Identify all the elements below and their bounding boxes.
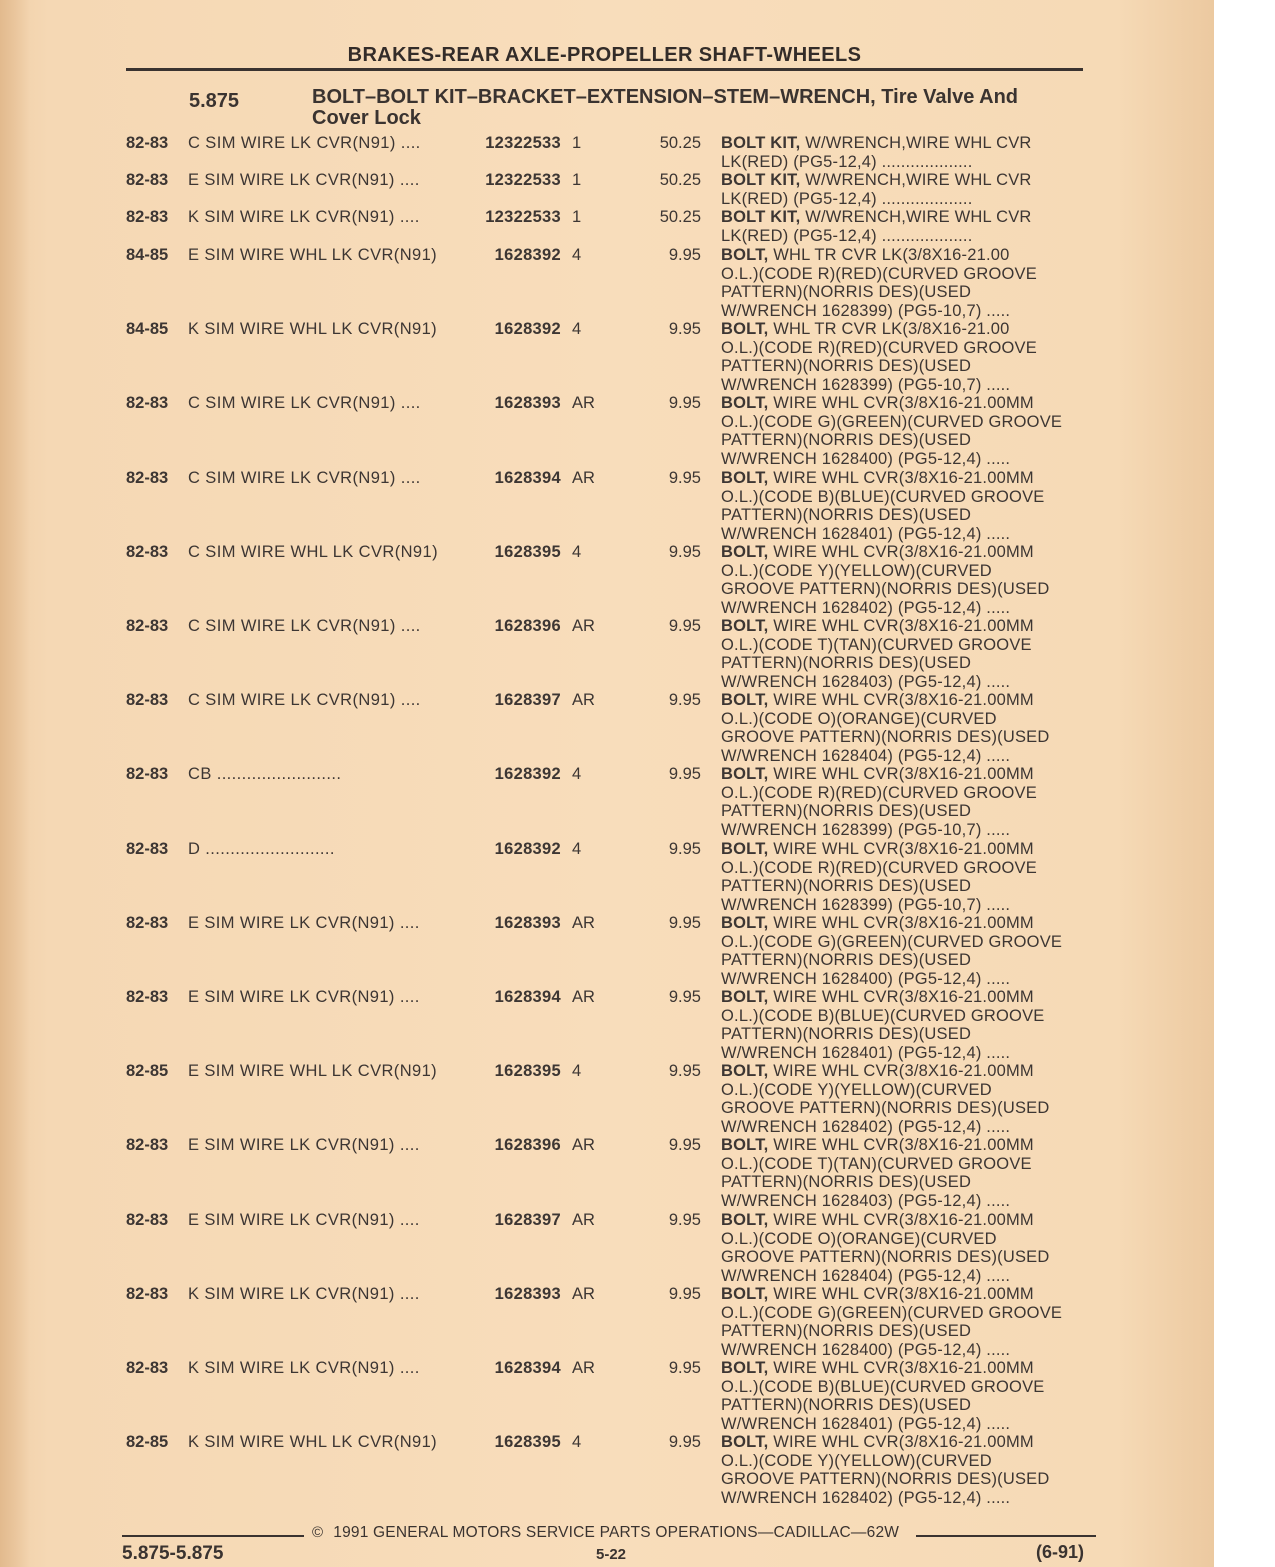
table-row xyxy=(126,1136,1091,1210)
usage-description: D .......................... xyxy=(188,840,335,858)
usage-description: E SIM WIRE LK CVR(N91) .... xyxy=(188,988,420,1006)
part-name-detail: W/WRENCH,WIRE WHL CVR LK(RED) (PG5-12,4) ................... xyxy=(721,134,1032,171)
part-name-lead: BOLT, xyxy=(721,469,769,487)
part-name-detail: WIRE WHL CVR(3/8X16-21.00MM O.L.)(CODE Y)(YELLOW)(CURVED GROOVE PATTERN)(NORRIS DES)(USED W/WRENCH 1628402) (PG5-12,4) ..... xyxy=(721,1433,1050,1507)
part-name-lead: BOLT, xyxy=(721,1359,769,1377)
model-years: 82-83 xyxy=(126,208,169,226)
table-row xyxy=(126,988,1091,1062)
part-number: 1628392 xyxy=(494,840,561,858)
footer-page-number: 5-22 xyxy=(596,1546,627,1563)
model-years: 82-83 xyxy=(126,840,169,858)
part-number: 1628393 xyxy=(494,394,561,412)
table-row xyxy=(126,1211,1091,1285)
quantity: AR xyxy=(572,1285,595,1303)
part-number: 1628392 xyxy=(494,765,561,783)
part-name-detail: WIRE WHL CVR(3/8X16-21.00MM O.L.)(CODE T)(TAN)(CURVED GROOVE PATTERN)(NORRIS DES)(USED W/WRENCH 1628403) (PG5-12,4) ..... xyxy=(721,1136,1034,1210)
part-name xyxy=(721,543,1091,617)
part-name-lead: BOLT KIT, xyxy=(721,171,801,189)
model-years: 82-83 xyxy=(126,691,169,709)
quantity: AR xyxy=(572,1136,595,1154)
price: 9.95 xyxy=(668,246,701,264)
table-row xyxy=(126,617,1091,691)
part-number: 1628392 xyxy=(494,320,561,338)
table-row xyxy=(126,1359,1091,1433)
model-years: 82-85 xyxy=(126,1062,169,1080)
usage-description: E SIM WIRE LK CVR(N91) .... xyxy=(188,171,420,189)
model-years: 82-83 xyxy=(126,543,169,561)
part-number: 1628397 xyxy=(494,691,561,709)
table-row xyxy=(126,691,1091,765)
part-name xyxy=(721,1359,1091,1433)
table-row xyxy=(126,840,1091,914)
part-name-lead: BOLT KIT, xyxy=(721,208,801,226)
part-name-lead: BOLT, xyxy=(721,617,769,635)
page-header: BRAKES-REAR AXLE-PROPELLER SHAFT-WHEELS xyxy=(347,44,862,66)
copyright-icon: © xyxy=(312,1524,324,1541)
quantity: 4 xyxy=(572,1062,582,1080)
part-name xyxy=(721,1285,1091,1359)
part-name-lead: BOLT, xyxy=(721,1211,769,1229)
part-name xyxy=(721,765,1091,839)
part-name-detail: WIRE WHL CVR(3/8X16-21.00MM O.L.)(CODE G)(GREEN)(CURVED GROOVE PATTERN)(NORRIS DES)(USED W/WRENCH 1628400) (PG5-12,4) ..... xyxy=(721,914,1063,988)
model-years: 82-83 xyxy=(126,1136,169,1154)
part-name-lead: BOLT, xyxy=(721,840,769,858)
part-name xyxy=(721,246,1091,320)
price: 9.95 xyxy=(668,988,701,1006)
model-years: 82-83 xyxy=(126,765,169,783)
model-years: 82-83 xyxy=(126,394,169,412)
part-name xyxy=(721,840,1091,914)
price: 9.95 xyxy=(668,840,701,858)
quantity: AR xyxy=(572,988,595,1006)
model-years: 82-83 xyxy=(126,1211,169,1229)
part-name xyxy=(721,171,1091,208)
price: 9.95 xyxy=(668,1211,701,1229)
model-years: 82-83 xyxy=(126,1285,169,1303)
part-name-detail: WIRE WHL CVR(3/8X16-21.00MM O.L.)(CODE B)(BLUE)(CURVED GROOVE PATTERN)(NORRIS DES)(USED W/WRENCH 1628401) (PG5-12,4) ..... xyxy=(721,1359,1045,1433)
part-number: 1628395 xyxy=(494,1062,561,1080)
price: 9.95 xyxy=(668,1359,701,1377)
part-number: 1628393 xyxy=(494,914,561,932)
price: 50.25 xyxy=(659,171,701,189)
part-name-detail: WIRE WHL CVR(3/8X16-21.00MM O.L.)(CODE T)(TAN)(CURVED GROOVE PATTERN)(NORRIS DES)(USED W/WRENCH 1628403) (PG5-12,4) ..... xyxy=(721,617,1034,691)
price: 9.95 xyxy=(668,1285,701,1303)
price: 9.95 xyxy=(668,691,701,709)
footer-revision-date: (6-91) xyxy=(1036,1542,1085,1562)
part-name xyxy=(721,1433,1091,1507)
part-name-detail: WIRE WHL CVR(3/8X16-21.00MM O.L.)(CODE G)(GREEN)(CURVED GROOVE PATTERN)(NORRIS DES)(USED W/WRENCH 1628400) (PG5-12,4) ..... xyxy=(721,1285,1063,1359)
part-name-lead: BOLT KIT, xyxy=(721,134,801,152)
section-title: BOLT–BOLT KIT–BRACKET–EXTENSION–STEM–WRENCH, Tire Valve And Cover Lock xyxy=(312,86,1019,129)
part-number: 12322533 xyxy=(485,208,561,226)
part-name xyxy=(721,988,1091,1062)
table-row xyxy=(126,1062,1091,1136)
part-name xyxy=(721,394,1091,468)
part-name-lead: BOLT, xyxy=(721,246,769,264)
part-name-detail: W/WRENCH,WIRE WHL CVR LK(RED) (PG5-12,4) ................... xyxy=(721,171,1032,208)
table-row xyxy=(126,469,1091,543)
usage-description: K SIM WIRE LK CVR(N91) .... xyxy=(188,208,420,226)
part-name-detail: WIRE WHL CVR(3/8X16-21.00MM O.L.)(CODE G)(GREEN)(CURVED GROOVE PATTERN)(NORRIS DES)(USED W/WRENCH 1628400) (PG5-12,4) ..... xyxy=(721,394,1063,468)
footer-rule-left xyxy=(122,1535,304,1537)
price: 9.95 xyxy=(668,394,701,412)
usage-description: C SIM WIRE LK CVR(N91) .... xyxy=(188,394,421,412)
usage-description: K SIM WIRE WHL LK CVR(N91) xyxy=(188,1433,438,1451)
part-name xyxy=(721,134,1091,171)
quantity: 4 xyxy=(572,840,582,858)
part-name-detail: WIRE WHL CVR(3/8X16-21.00MM O.L.)(CODE B)(BLUE)(CURVED GROOVE PATTERN)(NORRIS DES)(USED W/WRENCH 1628401) (PG5-12,4) ..... xyxy=(721,988,1045,1062)
part-number: 1628396 xyxy=(494,617,561,635)
price: 50.25 xyxy=(659,134,701,152)
part-number: 1628395 xyxy=(494,543,561,561)
price: 9.95 xyxy=(668,469,701,487)
price: 9.95 xyxy=(668,543,701,561)
model-years: 82-83 xyxy=(126,617,169,635)
part-number: 1628396 xyxy=(494,1136,561,1154)
usage-description: K SIM WIRE LK CVR(N91) .... xyxy=(188,1359,420,1377)
part-name xyxy=(721,1136,1091,1210)
usage-description: E SIM WIRE LK CVR(N91) .... xyxy=(188,1136,420,1154)
part-name xyxy=(721,1211,1091,1285)
part-name xyxy=(721,617,1091,691)
part-name-lead: BOLT, xyxy=(721,914,769,932)
footer-section-range: 5.875-5.875 xyxy=(122,1543,224,1564)
footer-copyright xyxy=(312,1524,899,1542)
quantity: AR xyxy=(572,617,595,635)
usage-description: E SIM WIRE WHL LK CVR(N91) xyxy=(188,1062,438,1080)
price: 9.95 xyxy=(668,765,701,783)
part-number: 12322533 xyxy=(485,134,561,152)
part-name xyxy=(721,1062,1091,1136)
usage-description: K SIM WIRE WHL LK CVR(N91) xyxy=(188,320,438,338)
part-number: 1628397 xyxy=(494,1211,561,1229)
model-years: 82-83 xyxy=(126,914,169,932)
quantity: 1 xyxy=(572,134,582,152)
quantity: AR xyxy=(572,914,595,932)
table-row xyxy=(126,394,1091,468)
usage-description: C SIM WIRE LK CVR(N91) .... xyxy=(188,617,421,635)
footer-rule-right xyxy=(916,1535,1096,1537)
quantity: AR xyxy=(572,394,595,412)
price: 9.95 xyxy=(668,617,701,635)
part-name-detail: W/WRENCH,WIRE WHL CVR LK(RED) (PG5-12,4) ................... xyxy=(721,208,1032,245)
part-name-lead: BOLT, xyxy=(721,394,769,412)
table-row xyxy=(126,543,1091,617)
part-name xyxy=(721,914,1091,988)
quantity: 1 xyxy=(572,171,582,189)
table-row xyxy=(126,1285,1091,1359)
model-years: 82-83 xyxy=(126,171,169,189)
table-row xyxy=(126,1433,1091,1507)
quantity: 4 xyxy=(572,320,582,338)
table-row xyxy=(126,765,1091,839)
model-years: 82-83 xyxy=(126,469,169,487)
price: 9.95 xyxy=(668,1062,701,1080)
part-name-lead: BOLT, xyxy=(721,988,769,1006)
price: 9.95 xyxy=(668,1136,701,1154)
usage-description: C SIM WIRE WHL LK CVR(N91) xyxy=(188,543,438,561)
usage-description: C SIM WIRE LK CVR(N91) .... xyxy=(188,469,421,487)
part-number: 12322533 xyxy=(485,171,561,189)
part-name-detail: WIRE WHL CVR(3/8X16-21.00MM O.L.)(CODE Y)(YELLOW)(CURVED GROOVE PATTERN)(NORRIS DES)(USED W/WRENCH 1628402) (PG5-12,4) ..... xyxy=(721,543,1050,617)
price: 9.95 xyxy=(668,914,701,932)
part-name-lead: BOLT, xyxy=(721,1062,769,1080)
quantity: AR xyxy=(572,691,595,709)
part-name-detail: WIRE WHL CVR(3/8X16-21.00MM O.L.)(CODE Y)(YELLOW)(CURVED GROOVE PATTERN)(NORRIS DES)(USED W/WRENCH 1628402) (PG5-12,4) ..... xyxy=(721,1062,1050,1136)
part-number: 1628393 xyxy=(494,1285,561,1303)
part-name-detail: WIRE WHL CVR(3/8X16-21.00MM O.L.)(CODE B)(BLUE)(CURVED GROOVE PATTERN)(NORRIS DES)(USED W/WRENCH 1628401) (PG5-12,4) ..... xyxy=(721,469,1045,543)
price: 9.95 xyxy=(668,320,701,338)
price: 9.95 xyxy=(668,1433,701,1451)
part-name-detail: WHL TR CVR LK(3/8X16-21.00 O.L.)(CODE R)(RED)(CURVED GROOVE PATTERN)(NORRIS DES)(USED W/WRENCH 1628399) (PG5-10,7) ..... xyxy=(721,246,1037,320)
section-number: 5.875 xyxy=(189,90,240,112)
quantity: AR xyxy=(572,469,595,487)
quantity: AR xyxy=(572,1211,595,1229)
table-row xyxy=(126,320,1091,394)
part-name xyxy=(721,469,1091,543)
part-name-detail: WIRE WHL CVR(3/8X16-21.00MM O.L.)(CODE O)(ORANGE)(CURVED GROOVE PATTERN)(NORRIS DES)(USED W/WRENCH 1628404) (PG5-12,4) ..... xyxy=(721,691,1050,765)
part-number: 1628394 xyxy=(494,988,561,1006)
usage-description: E SIM WIRE WHL LK CVR(N91) xyxy=(188,246,438,264)
quantity: AR xyxy=(572,1359,595,1377)
part-name-lead: BOLT, xyxy=(721,691,769,709)
part-name-detail: WHL TR CVR LK(3/8X16-21.00 O.L.)(CODE R)(RED)(CURVED GROOVE PATTERN)(NORRIS DES)(USED W/WRENCH 1628399) (PG5-10,7) ..... xyxy=(721,320,1037,394)
quantity: 4 xyxy=(572,765,582,783)
part-name-detail: WIRE WHL CVR(3/8X16-21.00MM O.L.)(CODE R)(RED)(CURVED GROOVE PATTERN)(NORRIS DES)(USED W/WRENCH 1628399) (PG5-10,7) ..... xyxy=(721,840,1037,914)
part-number: 1628394 xyxy=(494,1359,561,1377)
model-years: 82-83 xyxy=(126,134,169,152)
table-row xyxy=(126,914,1091,988)
quantity: 4 xyxy=(572,1433,582,1451)
quantity: 4 xyxy=(572,246,582,264)
model-years: 84-85 xyxy=(126,320,169,338)
model-years: 84-85 xyxy=(126,246,169,264)
part-name-lead: BOLT, xyxy=(721,543,769,561)
table-row xyxy=(126,246,1091,320)
part-name-lead: BOLT, xyxy=(721,1136,769,1154)
footer-copyright-text: 1991 GENERAL MOTORS SERVICE PARTS OPERATIONS—CADILLAC—62W xyxy=(333,1524,900,1541)
usage-description: K SIM WIRE LK CVR(N91) .... xyxy=(188,1285,420,1303)
part-name xyxy=(721,691,1091,765)
quantity: 1 xyxy=(572,208,582,226)
price: 50.25 xyxy=(659,208,701,226)
part-number: 1628395 xyxy=(494,1433,561,1451)
usage-description: C SIM WIRE LK CVR(N91) .... xyxy=(188,691,421,709)
part-number: 1628394 xyxy=(494,469,561,487)
part-name xyxy=(721,208,1091,245)
part-name-lead: BOLT, xyxy=(721,1433,769,1451)
part-name-detail: WIRE WHL CVR(3/8X16-21.00MM O.L.)(CODE R)(RED)(CURVED GROOVE PATTERN)(NORRIS DES)(USED W/WRENCH 1628399) (PG5-10,7) ..... xyxy=(721,765,1037,839)
model-years: 82-83 xyxy=(126,1359,169,1377)
part-name-lead: BOLT, xyxy=(721,765,769,783)
usage-description: C SIM WIRE LK CVR(N91) .... xyxy=(188,134,421,152)
usage-description: E SIM WIRE LK CVR(N91) .... xyxy=(188,1211,420,1229)
quantity: 4 xyxy=(572,543,582,561)
part-name-detail: WIRE WHL CVR(3/8X16-21.00MM O.L.)(CODE O)(ORANGE)(CURVED GROOVE PATTERN)(NORRIS DES)(USED W/WRENCH 1628404) (PG5-12,4) ..... xyxy=(721,1211,1050,1285)
part-name-lead: BOLT, xyxy=(721,320,769,338)
usage-description: CB ......................... xyxy=(188,765,342,783)
model-years: 82-85 xyxy=(126,1433,169,1451)
part-number: 1628392 xyxy=(494,246,561,264)
usage-description: E SIM WIRE LK CVR(N91) .... xyxy=(188,914,420,932)
part-name xyxy=(721,320,1091,394)
model-years: 82-83 xyxy=(126,988,169,1006)
part-name-lead: BOLT, xyxy=(721,1285,769,1303)
